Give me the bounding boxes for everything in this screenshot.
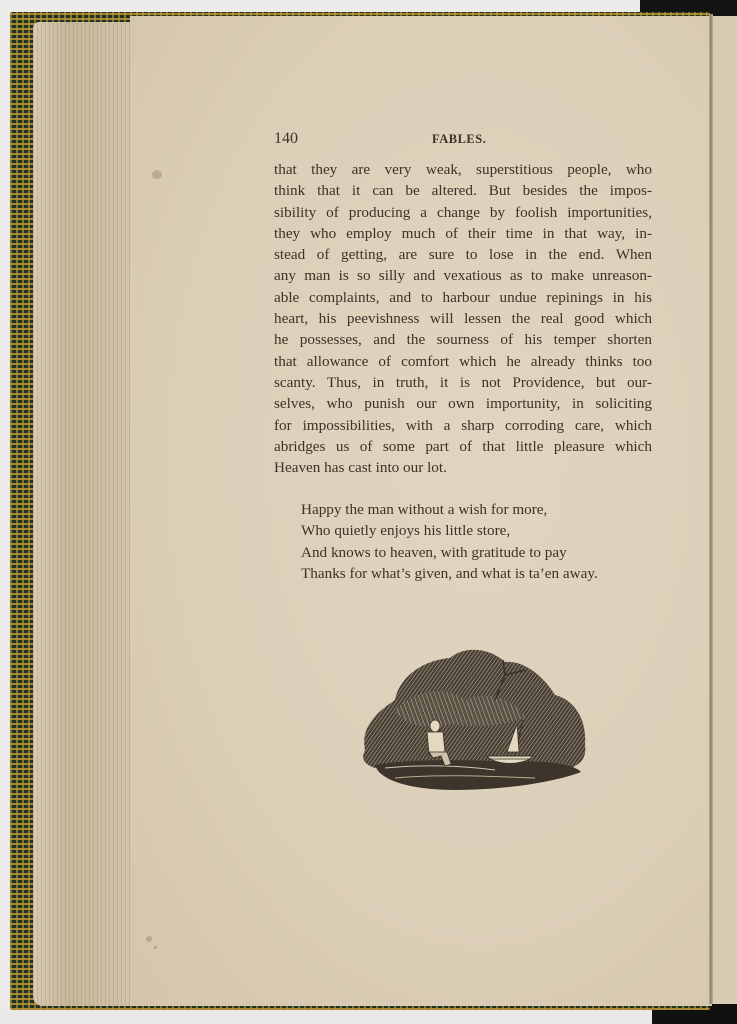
foxing-spot	[146, 936, 152, 942]
text-line: he possesses, and the sourness of his temper shorten	[274, 331, 652, 349]
text-line: sibility of producing a change by foolish importunities,	[274, 203, 652, 221]
text-line: scanty. Thus, in truth, it is not Providence, but our-	[274, 373, 652, 391]
verse-line: Thanks for what’s given, and what is ta’en away.	[301, 565, 598, 583]
body-paragraph	[274, 159, 652, 478]
foxing-spot	[152, 170, 162, 179]
background-strip	[0, 1008, 652, 1024]
page-number: 140	[274, 130, 298, 147]
text-line: selves, who punish our own importunity, in soliciting	[274, 395, 652, 413]
text-line: abridges us of some part of that little pleasure which	[274, 437, 652, 455]
page-block-edges	[33, 22, 143, 1006]
text-line: able complaints, and to harbour undue repinings in his	[274, 288, 652, 306]
text-line: stead of getting, are sure to lose in the end. When	[274, 246, 652, 264]
verse-line: Happy the man without a wish for more,	[301, 501, 548, 518]
text-line: heart, his peevishness will lessen the real good which	[274, 310, 652, 328]
text-line: Heaven has cast into our lot.	[274, 459, 447, 477]
text-line: any man is so silly and vexatious as to make unreason-	[274, 267, 652, 285]
text-line: that allowance of comfort which he already thinks too	[274, 352, 652, 370]
verse-line: Who quietly enjoys his little store,	[301, 522, 511, 540]
text-line: think that it can be altered. But besides the impos-	[274, 182, 652, 200]
foxing-spot	[154, 946, 157, 949]
verse-stanza	[301, 499, 641, 585]
text-line: for impossibilities, with a sharp corroding care, which	[274, 416, 652, 434]
text-line: they who employ much of their time in that way, in-	[274, 224, 652, 242]
running-head	[274, 130, 652, 150]
verse-line: And knows to heaven, with gratitude to pay	[301, 543, 567, 561]
woodcut-vignette-icon	[355, 640, 595, 800]
running-title: FABLES.	[432, 132, 487, 146]
text-line: that they are very weak, superstitious people, who	[274, 161, 652, 178]
facing-page-edge	[713, 16, 737, 1004]
